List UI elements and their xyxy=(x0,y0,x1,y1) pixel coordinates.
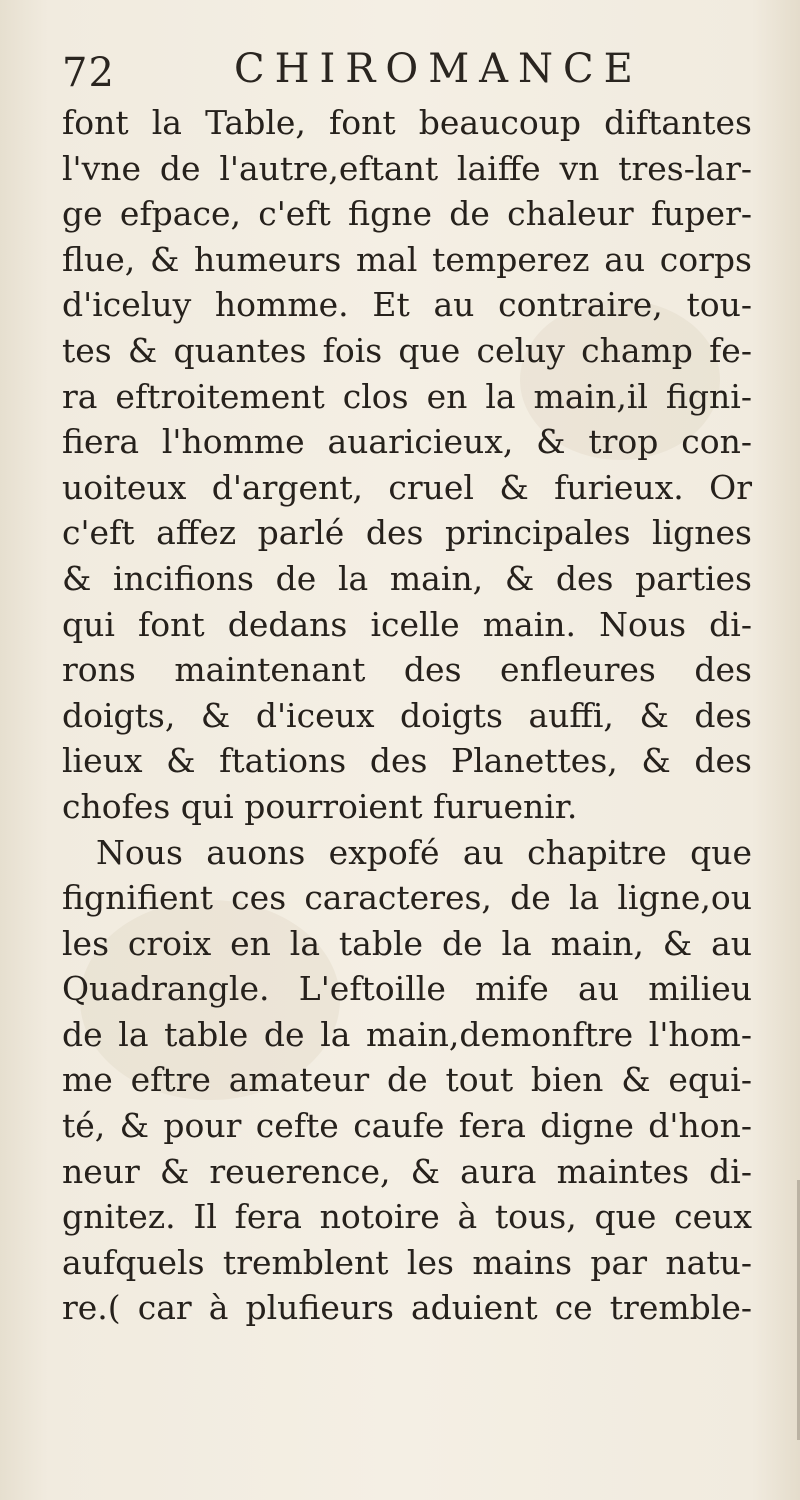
text-line: aufquels tremblent les mains par natu- xyxy=(62,1242,752,1282)
text-line: tes & quantes fois que celuy champ fe- xyxy=(62,330,752,370)
text-line: l'vne de l'autre,eftant laiffe vn tres-lar- xyxy=(62,148,752,188)
text-line: gnitez. Il fera notoire à tous, que ceux xyxy=(62,1197,752,1237)
page-number: 72 xyxy=(62,50,115,96)
text-line: flue, & humeurs mal temperez au corps xyxy=(62,239,752,279)
text-line: chofes qui pourroient furuenir. xyxy=(62,786,578,826)
text-line: & incifions de la main, & des parties xyxy=(62,558,752,598)
text-line: fiera l'homme auaricieux, & trop con- xyxy=(62,422,752,462)
text-line: me eftre amateur de tout bien & equi- xyxy=(62,1060,752,1100)
text-line: ra eftroitement clos en la main,il figni- xyxy=(62,376,752,416)
text-line: fignifient ces caracteres, de la ligne,ou xyxy=(62,878,752,918)
text-line: Quadrangle. L'eftoille mife au milieu xyxy=(62,969,752,1009)
text-line: té, & pour cefte caufe fera digne d'hon- xyxy=(62,1106,752,1146)
text-line: de la table de la main,demonftre l'hom- xyxy=(62,1014,752,1054)
text-line: re.( car à plufieurs aduient ce tremble- xyxy=(62,1288,752,1328)
text-line: qui font dedans icelle main. Nous di- xyxy=(62,604,752,644)
body-text xyxy=(62,100,752,1331)
text-line: uoiteux d'argent, cruel & furieux. Or xyxy=(62,467,752,507)
text-line: les croix en la table de la main, & au xyxy=(62,923,752,963)
text-line: font la Table, font beaucoup diftantes xyxy=(62,103,752,142)
text-line: neur & reuerence, & aura maintes di- xyxy=(62,1151,752,1191)
text-line: doigts, & d'iceux doigts auffi, & des xyxy=(62,695,752,735)
page-header xyxy=(62,46,722,98)
text-line: lieux & ftations des Planettes, & des xyxy=(62,741,752,781)
running-head: CHIROMANCE xyxy=(234,46,643,92)
text-line: d'iceluy homme. Et au contraire, tou- xyxy=(62,285,752,325)
text-line: rons maintenant des enfleures des xyxy=(62,650,752,690)
text-line: ge efpace, c'eft figne de chaleur fuper- xyxy=(62,194,752,234)
text-line: Nous auons expofé au chapitre que xyxy=(96,832,752,872)
text-line: c'eft affez parlé des principales lignes xyxy=(62,513,752,553)
